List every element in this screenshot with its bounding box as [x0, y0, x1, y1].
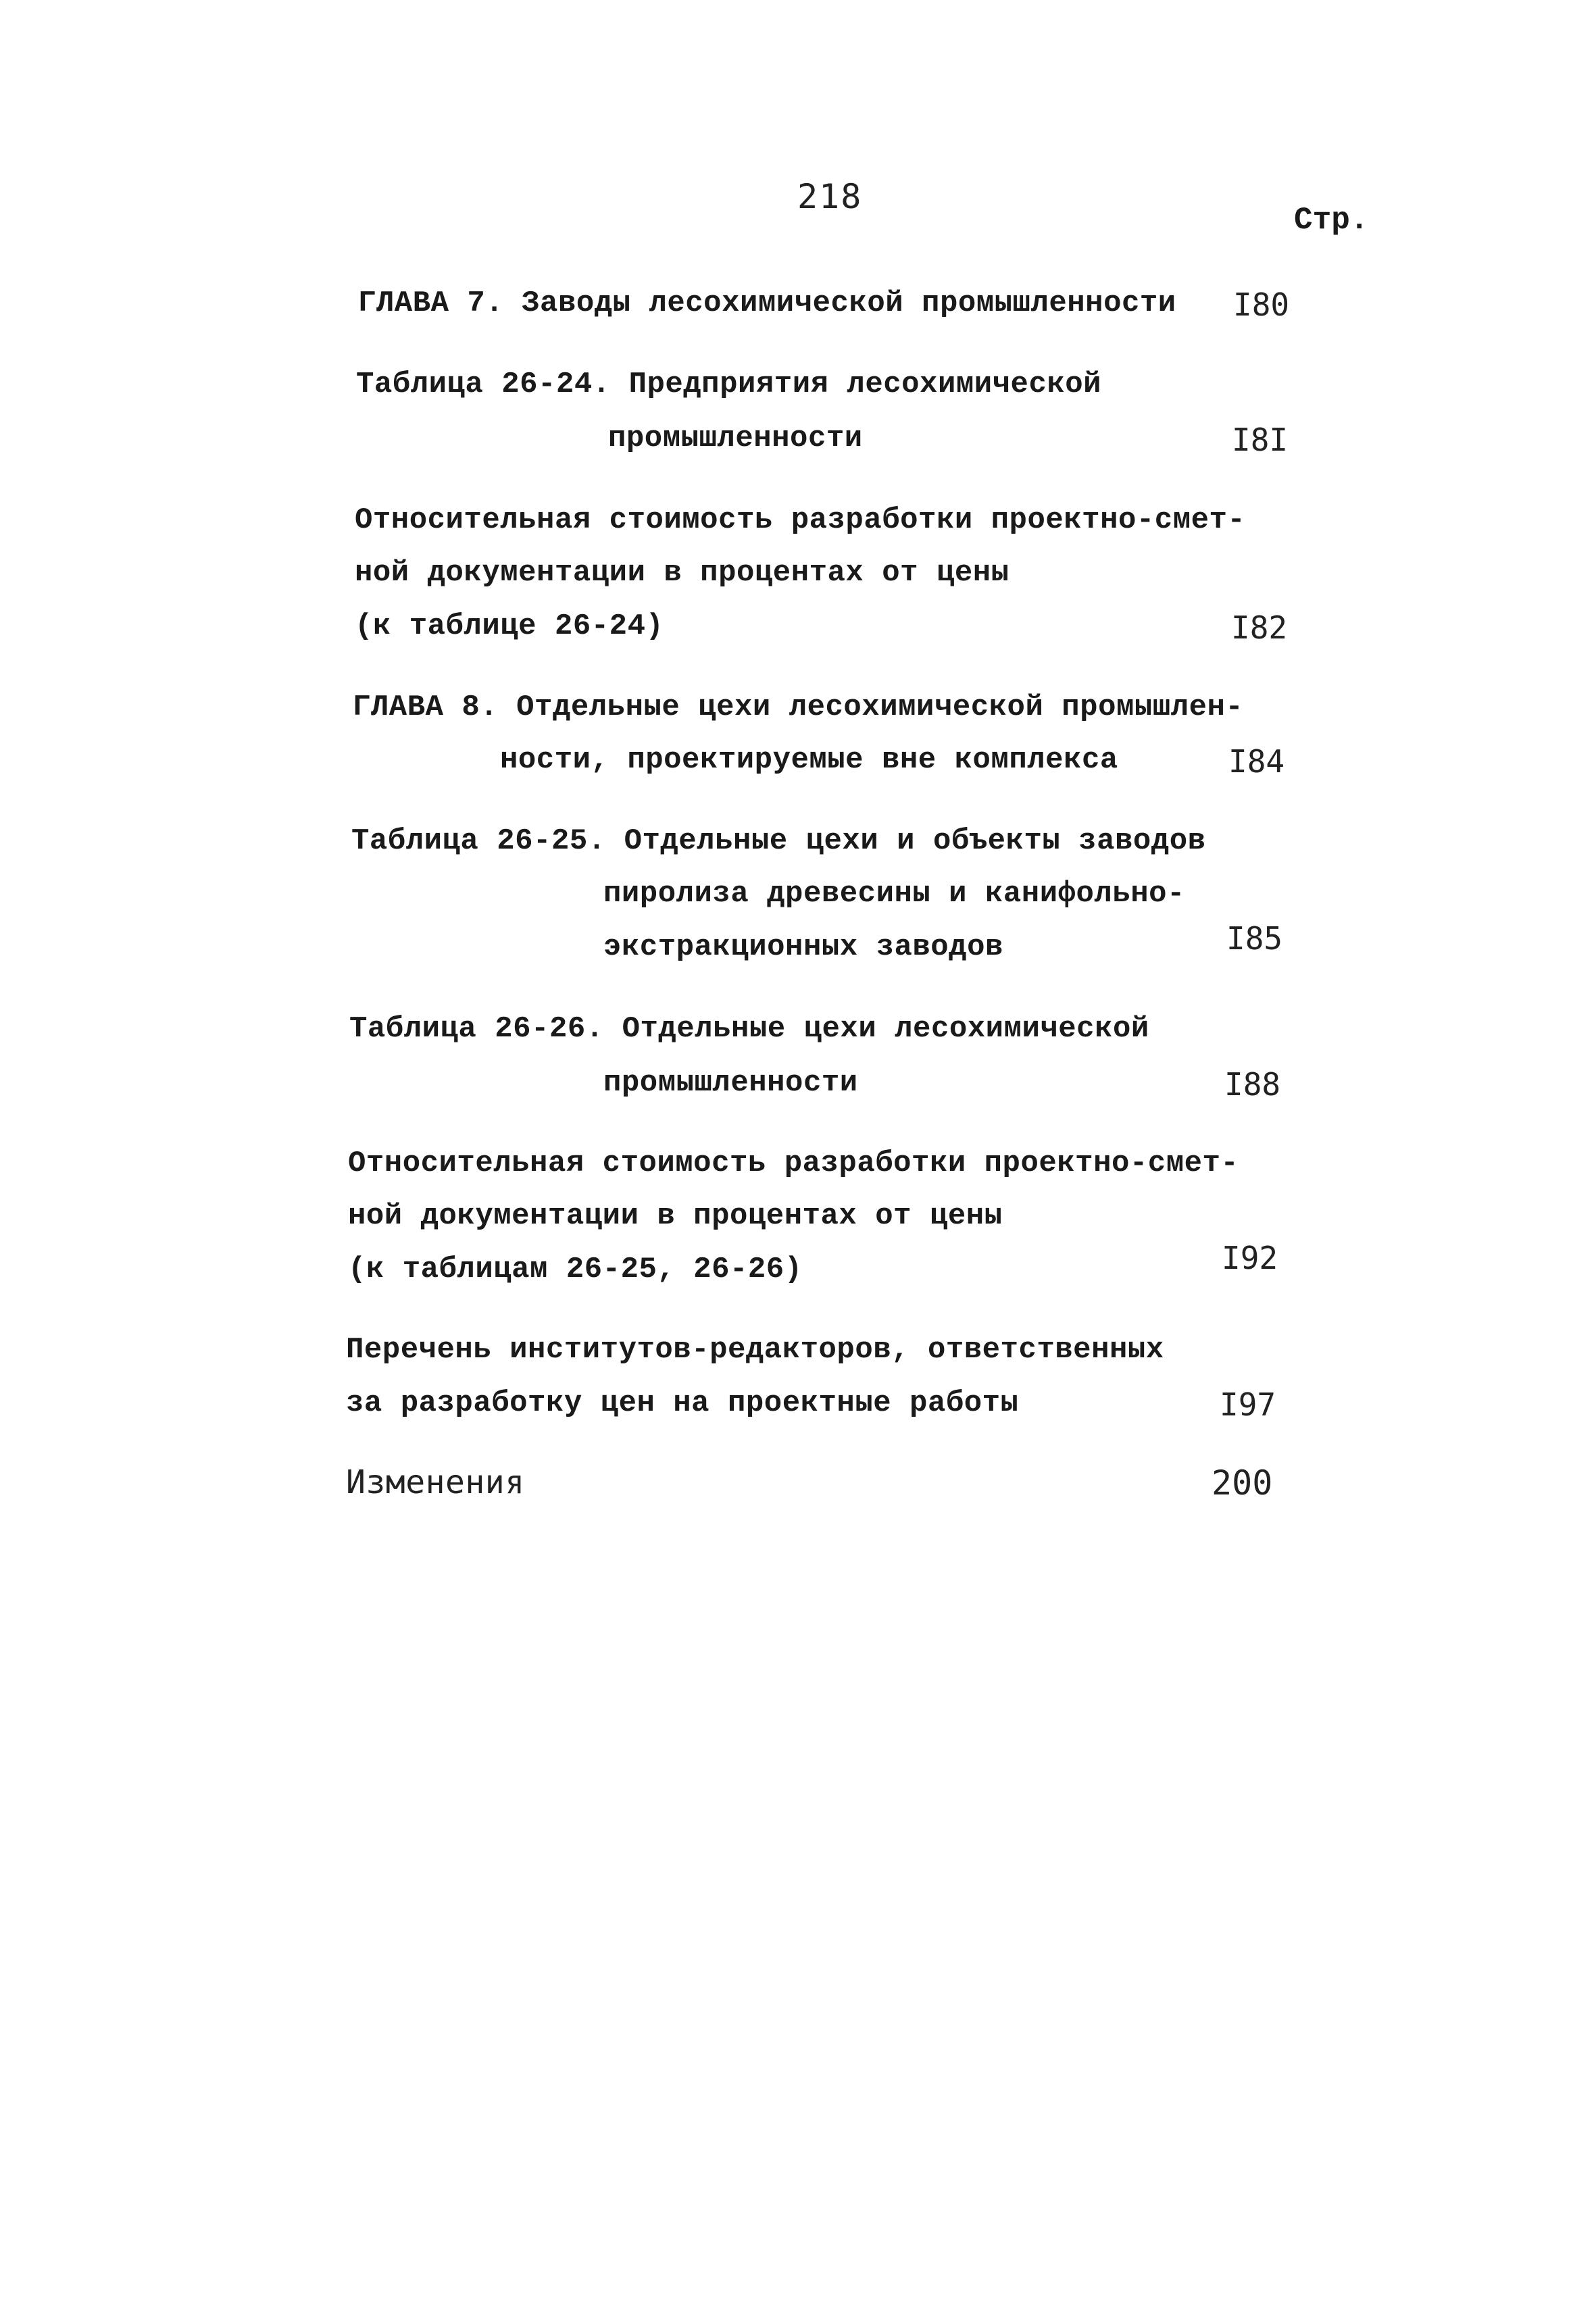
toc-entry-text: ГЛАВА 7. Заводы лесохимической промышленности [358, 286, 1176, 320]
toc-entry-text: ГЛАВА 8. Отдельные цехи лесохимической промышлен- [353, 690, 1244, 724]
toc-entry-page: I8I [1232, 422, 1289, 458]
toc-entry-page: I97 [1220, 1386, 1276, 1423]
toc-entry-text: промышленности [608, 422, 863, 455]
toc-entry-text: ности, проектируемые вне комплекса [500, 743, 1118, 777]
toc-entry-page: I80 [1233, 286, 1290, 323]
toc-entry-text: Таблица 26-24. Предприятия лесохимической [356, 368, 1102, 401]
toc-entry-text: Относительная стоимость разработки проектно-смет- [348, 1147, 1239, 1180]
toc-entry-text: (к таблицам 26-25, 26-26) [348, 1253, 803, 1286]
toc-entry-text: за разработку цен на проектные работы [346, 1386, 1019, 1420]
toc-entry-text: Таблица 26-26. Отдельные цехи лесохимической [349, 1012, 1149, 1046]
toc-entry-page: I92 [1222, 1240, 1278, 1276]
toc-entry-page: I82 [1231, 609, 1288, 646]
toc-entry-page: I84 [1228, 743, 1285, 780]
toc-entry-text: Относительная стоимость разработки проектно-смет- [355, 503, 1246, 537]
page-column-header: Стр. [1294, 203, 1369, 238]
toc-entry-text: ной документации в процентах от цены [348, 1199, 1003, 1233]
toc-entry-text: пиролиза древесины и канифольно- [603, 877, 1185, 911]
toc-entry-text: Изменения [346, 1463, 525, 1501]
toc-entry-text: промышленности [603, 1066, 858, 1100]
toc-entry-page: I85 [1226, 920, 1283, 957]
toc-entry-text: Таблица 26-25. Отдельные цехи и объекты заводов [351, 824, 1206, 858]
page-number: 218 [797, 177, 863, 216]
toc-entry-page: 200 [1212, 1463, 1273, 1503]
toc-entry-page: I88 [1224, 1066, 1281, 1103]
toc-entry-text: экстракционных заводов [603, 930, 1003, 964]
toc-entry-text: ной документации в процентах от цены [355, 556, 1009, 590]
toc-entry-text: (к таблице 26-24) [355, 609, 664, 643]
toc-entry-text: Перечень институтов-редакторов, ответственных [346, 1333, 1164, 1367]
